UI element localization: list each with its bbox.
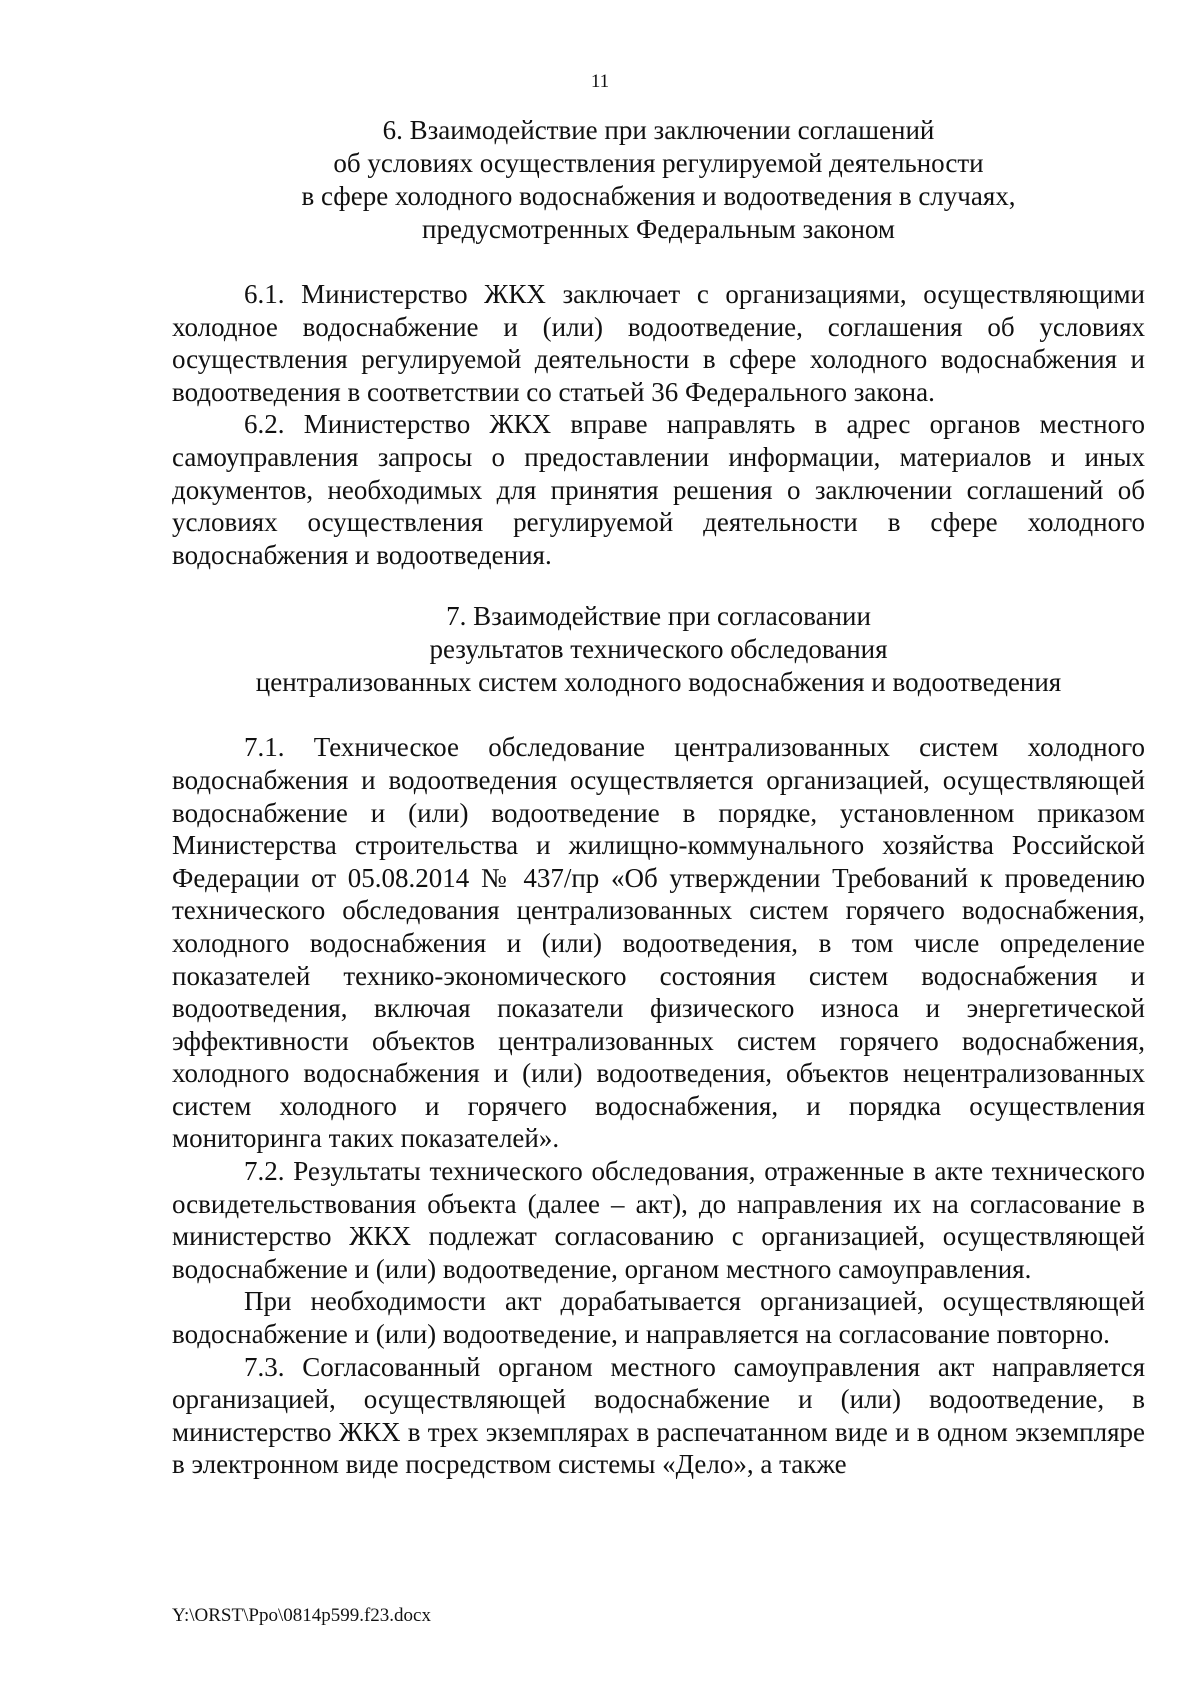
paragraph-7-2-addendum: При необходимости акт дорабатывается организацией, осуществляющей водоснабжение и (или) водоотведение, и направляется на согласование повторно.	[172, 1286, 1145, 1350]
section-7-heading-line: 7. Взаимодействие при согласовании	[446, 601, 871, 632]
spacer	[172, 246, 1145, 278]
paragraph-7-1: 7.1. Техническое обследование централизованных систем холодного водоснабжения и водоотведения осуществляется организацией, осуществляющей водоснабжение и (или) водоотведение в порядке, установленном приказом Министерства строительства и жилищно-коммунального хозяйства Российской Федерации от 05.08.2014 № 437/пр «Об утверждении Требований к проведению технического обследования централизованных систем горячего водоснабжения, холодного водоснабжения и (или) водоотведения, в том числе определение показателей технико-экономического состояния систем водоснабжения и водоотведения, включая показатели физического износа и энергетической эффективности объектов централизованных систем горячего водоснабжения, холодного водоснабжения и (или) водоотведения, объектов нецентрализованных систем холодного и горячего водоснабжения, и порядка осуществления мониторинга таких показателей».	[172, 732, 1145, 1154]
page-number: 11	[590, 71, 610, 92]
spacer	[172, 699, 1145, 731]
section-6-heading	[172, 114, 1145, 246]
paragraph-7-3: 7.3. Согласованный органом местного самоуправления акт направляется организацией, осуществляющей водоснабжение и (или) водоотведение, в министерство ЖКХ в трех экземплярах в распечатанном виде и в одном экземпляре в электронном виде посредством системы «Дело», а также	[172, 1351, 1145, 1480]
section-6-heading-line: в сфере холодного водоснабжения и водоотведения в случаях,	[301, 181, 1016, 211]
section-7-heading-line: централизованных систем холодного водоснабжения и водоотведения	[255, 667, 1062, 698]
paragraph-6-2: 6.2. Министерство ЖКХ вправе направлять в адрес органов местного самоуправления запросы о предоставлении информации, материалов и иных документов, необходимых для принятия решения о заключении соглашений об условиях осуществления регулируемой деятельности в сфере холодного водоснабжения и водоотведения.	[172, 409, 1145, 570]
document-body	[172, 114, 1145, 1481]
section-7-heading	[172, 600, 1145, 699]
paragraph-6-1: 6.1. Министерство ЖКХ заключает с организациями, осуществляющими холодное водоснабжение и (или) водоотведение, соглашения об условиях осуществления регулируемой деятельности в сфере холодного водоснабжения и водоотведения в соответствии со статьей 36 Федерального закона.	[172, 279, 1145, 407]
section-6-heading-line: предусмотренных Федеральным законом	[422, 214, 895, 244]
section-7-heading-line: результатов технического обследования	[429, 634, 888, 665]
section-6-heading-line: 6. Взаимодействие при заключении соглашений	[382, 115, 935, 145]
section-6-heading-line: об условиях осуществления регулируемой деятельности	[333, 148, 984, 178]
spacer	[172, 571, 1145, 600]
footer-file-path: Y:\ORST\Ppo\0814p599.f23.docx	[172, 1605, 431, 1626]
paragraph-7-2: 7.2. Результаты технического обследования, отраженные в акте технического освидетельствования объекта (далее – акт), до направления их на согласование в министерство ЖКХ подлежат согласованию с организацией, осуществляющей водоснабжение и (или) водоотведение, органом местного самоуправления.	[172, 1156, 1145, 1284]
